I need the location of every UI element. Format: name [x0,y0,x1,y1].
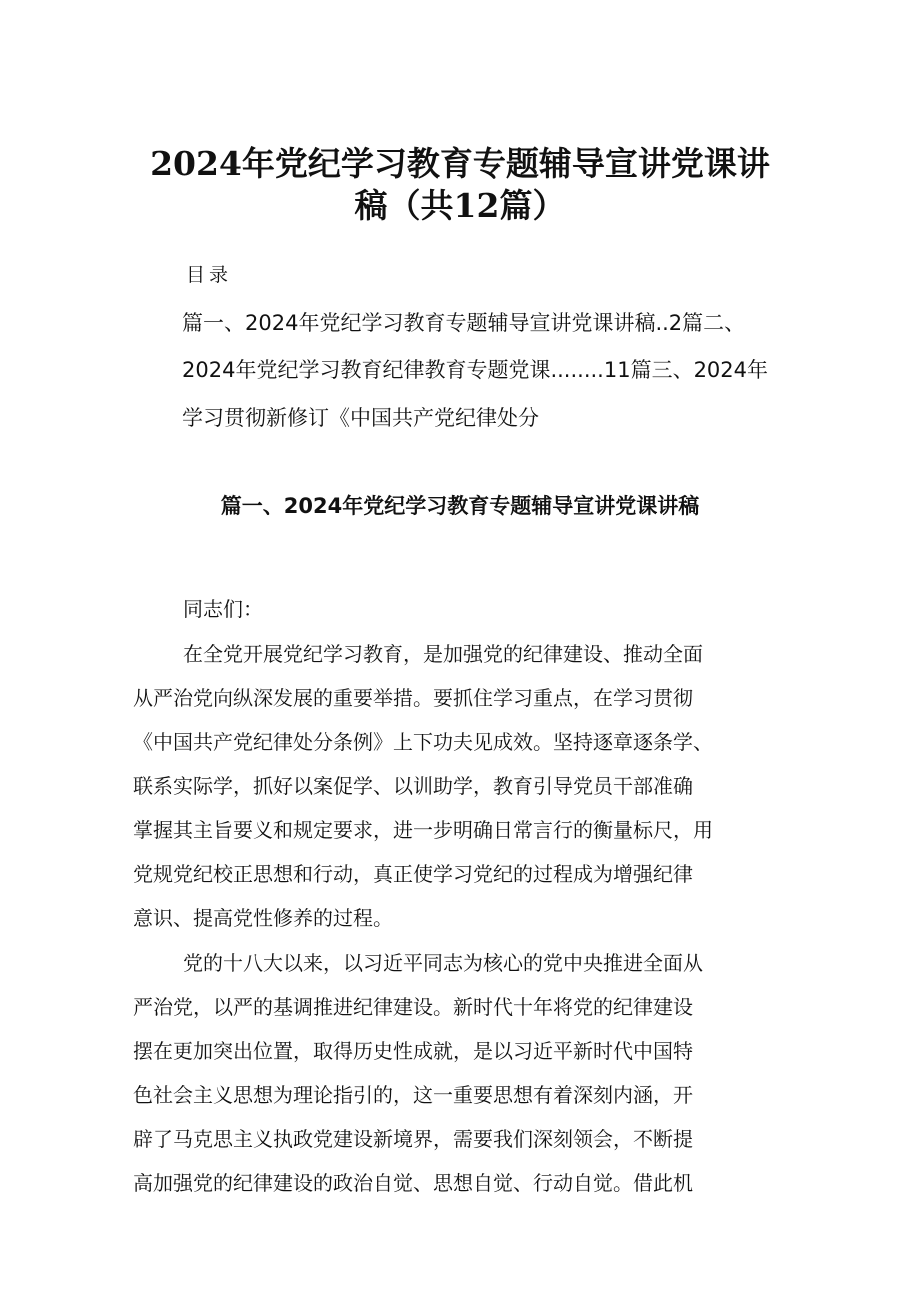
toc-line: 学习贯彻新修订《中国共产党纪律处分 [182,406,539,430]
paragraph-line: 党的十八大以来，以习近平同志为核心的党中央推进全面从 [183,951,703,975]
document-title-line-1: 2024年党纪学习教育专题辅导宣讲党课讲 [150,144,770,183]
paragraph-line: 高加强党的纪律建设的政治自觉、思想自觉、行动自觉。借此机 [133,1171,693,1195]
paragraph-line: 辟了马克思主义执政党建设新境界，需要我们深刻领会，不断提 [133,1127,693,1151]
paragraph-line: 色社会主义思想为理论指引的，这一重要思想有着深刻内涵，开 [133,1083,693,1107]
paragraph-line: 《中国共产党纪律处分条例》上下功夫见成效。坚持逐章逐条学、 [133,730,713,754]
toc-line: 2024年党纪学习教育纪律教育专题党课........11篇三、2024年 [182,358,769,382]
toc-label: 目录 [186,264,233,286]
section-heading: 篇一、2024年党纪学习教育专题辅导宣讲党课讲稿 [220,494,700,518]
paragraph-line: 严治党，以严的基调推进纪律建设。新时代十年将党的纪律建设 [133,995,693,1019]
paragraph-line: 党规党纪校正思想和行动，真正使学习党纪的过程成为增强纪律 [133,862,693,886]
paragraph-line: 从严治党向纵深发展的重要举措。要抓住学习重点，在学习贯彻 [133,686,693,710]
paragraph-line: 掌握其主旨要义和规定要求，进一步明确日常言行的衡量标尺，用 [133,818,713,842]
salutation: 同志们： [183,597,263,621]
paragraph-line: 意识、提高党性修养的过程。 [133,906,393,930]
paragraph-line: 在全党开展党纪学习教育，是加强党的纪律建设、推动全面 [183,642,703,666]
paragraph-line: 联系实际学，抓好以案促学、以训助学，教育引导党员干部准确 [133,774,693,798]
document-title-line-2: 稿（共12篇） [354,186,566,225]
paragraph-line: 摆在更加突出位置，取得历史性成就，是以习近平新时代中国特 [133,1039,693,1063]
toc-line: 篇一、2024年党纪学习教育专题辅导宣讲党课讲稿..2篇二、 [182,311,746,335]
